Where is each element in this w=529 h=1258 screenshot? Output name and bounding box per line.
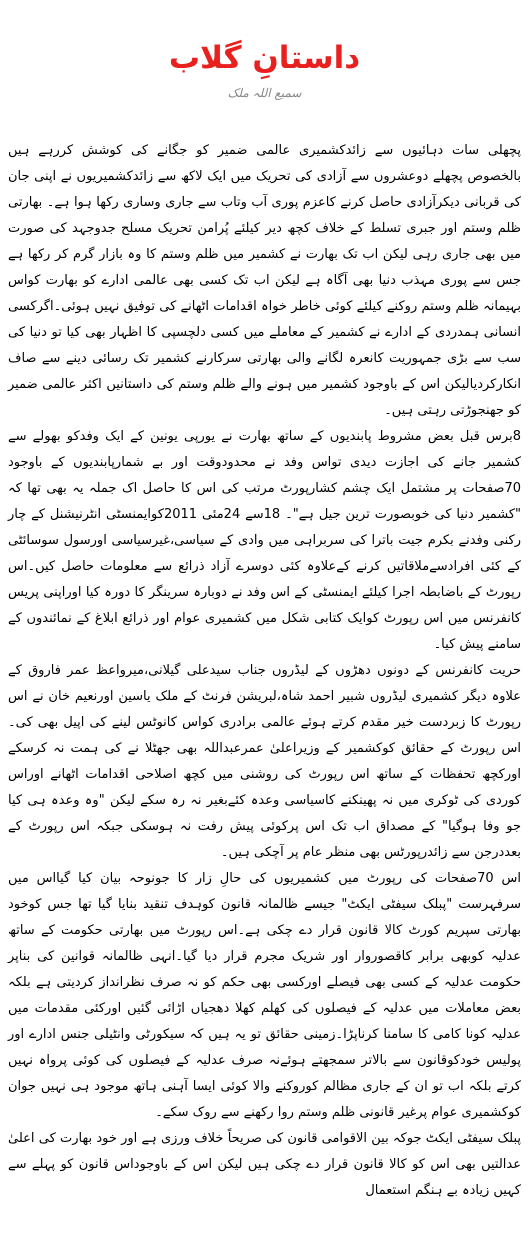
article-author: سمیع اللہ ملک [227,86,302,100]
article-paragraph-1: پچھلی سات دہائیوں سے زائدکشمیری عالمی ضمیر کو جگانے کی کوشش کررہے ہیں بالخصوص پچھلے دوعشروں سے آزادی کی تحریک میں ایک لاکھ سے زائدکشمیریوں نے اپنی جان کی قربانی دیکرآزادی حاصل کرنے کاعزم پوری آب وتاب سے جاری وساری رکھا ہوا ہے۔ بھارتی ظلم وستم اور جبری تسلط کے خلاف کچھ دیر کیلئے پُرامن تحریک مسلح جدوجہد کی صورت میں بھی جاری رہی لیکن اب تک بھارت نے کشمیر میں ظلم وستم کا وہ بازار گرم کر رکھا ہے جس سے پوری مہذب دنیا بھی آگاہ ہے لیکن اب تک کسی بھی عالمی ادارے کو بھارت کواس بہیمانہ ظلم وستم روکنے کیلئے کوئی خاطر خواہ اقدامات اٹھانے کی توفیق نہیں ہوئی۔اگرکسی انسانی ہمدردی کے ادارے نے کشمیر کے معاملے میں کسی دلچسپی کا اظہار بھی کیا تو دنیا کی سب سے بڑی جمہوریت کانعرہ لگانے والی بھارتی سرکارنے کشمیر تک رسائی دینے سے صاف انکارکردیالیکن اس کے باوجود کشمیر میں ہونے والے ظلم وستم کی داستانیں اکثر عالمی ضمیر کو جھنجوڑتی رہتی ہیں۔ [8,143,521,418]
article-body [8,138,521,1204]
article-paragraph-3: حریت کانفرنس کے دونوں دھڑوں کے لیڈروں جناب سیدعلی گیلانی،میرواعظ عمر فاروق کے علاوہ دیگر کشمیری لیڈروں شبیر احمد شاہ،لبریشن فرنٹ کے ملک یاسین اورنعیم خان نے اس رپورٹ کا زبردست خیر مقدم کرتے ہوئے عالمی برادری کواس کانوٹس لینے کی اپیل بھی کی۔اس رپورٹ کے حقائق کوکشمیر کے وزیراعلیٰ عمرعبداللہ بھی جھٹلا نے کی ہمت نہ کرسکے اورکچھ تحفظات کے ساتھ اس رپورٹ کی روشنی میں کچھ اصلاحی اقدامات اٹھانے اوراس کوردی کی ٹوکری میں نہ پھینکنے کاسیاسی وعدہ کئےبغیر نہ رہ سکے لیکن "وہ وعدہ ہی کیا جو وفا ہوگیا" کے مصداق اب تک اس پرکوئی پیش رفت نہ ہوسکی جبکہ اس رپورٹ کے بعددرجن سے زائدرپورٹس بھی منظر عام پر آچکی ہیں۔ [8,663,521,860]
article-paragraph-4: اس 70صفحات کی رپورٹ میں کشمیریوں کی حالِ زار کا جونوحہ بیان کیا گیااس میں سرفہرست "پبلک سیفٹی ایکٹ" جیسے ظالمانہ قانون کوہدف تنقید بنایا گیا تھا جس کوخود بھارتی سپریم کورٹ کالا قانون قرار دے چکی ہے۔اس رپورٹ میں بھارتی حکومت کے ساتھ عدلیہ کوبھی برابر کاقصوروار اور شریک مجرم قرار دیا گیا۔انہی ظالمانہ قوانین کی بناپر حکومت عدلیہ کے کسی بھی فیصلے اورکسی بھی حکم کو نہ صرف نظرانداز کردیتی ہے بلکہ بعض معاملات میں عدلیہ کے فیصلوں کی کھلم کھلا دھجیاں اڑائی گئیں اورکئی مقدمات میں عدلیہ کونا کامی کا سامنا کرناپڑا۔زمینی حقائق تو یہ ہیں کہ سیکورٹی وانٹیلی جنس ادارے اور پولیس خودکوقانون سے بالاتر سمجھتے ہوئےنہ صرف عدلیہ کے فیصلوں کی کوئی پرواہ نہیں کرتے بلکہ اب تو ان کے جاری مظالم کوروکنے والا کوئی ایسا آہنی ہاتھ موجود ہی نہیں جوان کوکشمیری عوام پرغیر قانونی ظلم وستم روا رکھنے سے روک سکے۔ [8,871,521,1120]
article-paragraph-5: پبلک سیفٹی ایکٹ جوکہ بین الاقوامی قانون کی صریحاً خلاف ورزی ہے اور خود بھارت کی اعلیٰ عدالتیں بھی اس کو کالا قانون قرار دے چکی ہیں لیکن اس کے باوجوداس قانون کو پہلے سے کہیں زیادہ بے ہنگم استعمال [8,1131,521,1198]
article-paragraph-2: 8برس قبل بعض مشروط پابندیوں کے ساتھ بھارت نے یورپی یونین کے ایک وفدکو بھولے سے کشمیر جانے کی اجازت دیدی تواس وفد نے محدودوقت اور بے شمارپابندیوں کے باوجود 70صفحات پر مشتمل ایک چشم کشارپورٹ مرتب کی اس کا حاصل اک جملہ یہ بھی تھا کہ "کشمیر دنیا کی خوبصورت ترین جیل ہے"۔ 18سے 24مئی 2011کوایمنسٹی انٹرنیشنل کے چار رکنی وفدنے بکرم جیت باترا کی سربراہی میں وادی کے سیاسی،غیرسیاسی اورسول سوسائٹی کے کئی افرادسےملاقاتیں کرنے کےعلاوہ کئی دوسرے آزاد ذرائع سے معلومات حاصل کیں۔اس رپورٹ کے باضابطہ اجرا کیلئے ایمنسٹی کے اس وفد نے دوبارہ سرینگر کا دورہ کیا اوراپنی پریس کانفرنس میں اس رپورٹ کوایک کتابی شکل میں کشمیری عوام اور ذرائع ابلاغ کے نمائندوں کے سامنے پیش کیا۔ [8,429,521,652]
article-title: داستانِ گلاب [168,40,361,76]
